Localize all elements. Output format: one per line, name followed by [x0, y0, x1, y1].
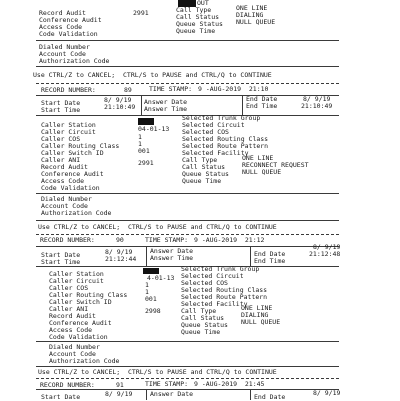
record-number: 91 [116, 381, 124, 389]
answer-time-label: Answer Time [150, 254, 194, 262]
record-number: 90 [116, 236, 124, 244]
start-date: 8/ 9/19 [105, 390, 133, 398]
end-date-label: End Date [254, 393, 286, 401]
caller-cos-label: Caller COS [41, 135, 81, 143]
column-divider [250, 247, 251, 266]
record-border-top [36, 234, 339, 235]
record-audit-value: 2998 [145, 307, 161, 315]
divider [36, 40, 339, 41]
caller-cos-value: 1 [145, 281, 149, 289]
timestamp: 9 -AUG-2019 21:45 [194, 380, 265, 388]
authorization-code-label: Authorization Code [41, 209, 112, 217]
conference-audit-label: Conference Audit [39, 16, 102, 24]
queue-status-value: NULL QUEUE [236, 18, 276, 26]
queue-time-label: Queue Time [182, 177, 222, 185]
dialed-number-label: Dialed Number [39, 43, 90, 51]
caller-ani-label: Caller ANI [41, 156, 81, 164]
selected-trunk-group-label: Selected Trunk Group [182, 114, 261, 122]
call-type-value: ONE LINE [236, 4, 268, 12]
caller-routing-class-value: 1 [138, 140, 142, 148]
selected-facility-label: Selected Facility [181, 300, 248, 308]
access-code-label: Access Code [39, 23, 83, 31]
caller-switch-id-value: 001 [138, 147, 150, 155]
queue-status-label: Queue Status [176, 20, 223, 28]
timestamp-label: TIME STAMP: [149, 85, 193, 93]
start-date: 8/ 9/19 [105, 248, 133, 256]
call-type-label: Call Type [182, 156, 218, 164]
start-time-label: Start Time [41, 106, 81, 114]
start-date-label: Start Date [41, 99, 81, 107]
selected-cos-label: Selected COS [182, 128, 229, 136]
record-audit-label: Record Audit [49, 312, 96, 320]
answer-date-label: Answer Date [150, 390, 194, 398]
code-validation-label: Code Validation [41, 184, 100, 192]
call-status-label: Call Status [176, 13, 220, 21]
timestamp: 9 -AUG-2019 21:12 [194, 236, 265, 244]
end-date: 8/ 9/19 [303, 95, 331, 103]
divider [36, 366, 339, 367]
authorization-code-label: Authorization Code [39, 57, 110, 65]
answer-date-label: Answer Date [144, 98, 188, 106]
record-number-label: RECORD NUMBER: [41, 86, 96, 94]
end-date-label: End Date [246, 95, 278, 103]
caller-switch-id-label: Caller Switch ID [49, 298, 112, 306]
dialed-number-label: Dialed Number [49, 343, 100, 351]
end-date: 8/ 9/19 [313, 243, 341, 251]
call-status-label: Call Status [181, 314, 225, 322]
code-validation-label: Code Validation [39, 30, 98, 38]
record-number-label: RECORD NUMBER: [40, 381, 95, 389]
end-date-label: End Date [254, 250, 286, 258]
caller-circuit-value: 04-01-13 [138, 125, 170, 133]
cancel-instructions: Use CTRL/Z to CANCEL; CTRL/S to PAUSE and CTRL/Q to CONTINUE [38, 368, 277, 376]
queue-status-label: Queue Status [181, 321, 228, 329]
column-divider [250, 390, 251, 400]
selected-cos-label: Selected COS [181, 279, 228, 287]
divider [36, 341, 339, 342]
selected-facility-label: Selected Facility [182, 149, 249, 157]
caller-switch-id-value: 001 [145, 295, 157, 303]
conference-audit-label: Conference Audit [41, 170, 104, 178]
access-code-label: Access Code [49, 326, 93, 334]
account-code-label: Account Code [41, 202, 88, 210]
end-time-label: End Time [246, 102, 278, 110]
caller-cos-label: Caller COS [49, 284, 89, 292]
record-number-label: RECORD NUMBER: [40, 236, 95, 244]
timestamp-label: TIME STAMP: [145, 236, 189, 244]
start-date-label: Start Date [41, 251, 81, 259]
end-time: 21:12:48 [309, 250, 341, 258]
answer-time-label: Answer Time [144, 105, 188, 113]
call-type-label: Call Type [181, 307, 217, 315]
caller-station-label: Caller Station [49, 270, 104, 278]
access-code-label: Access Code [41, 177, 85, 185]
caller-circuit-label: Caller Circuit [41, 128, 96, 136]
record-audit-value: 2991 [133, 9, 149, 17]
selected-routing-class-label: Selected Routing Class [181, 286, 268, 294]
start-date: 8/ 9/19 [104, 96, 132, 104]
selected-circuit-label: Selected Circuit [181, 272, 244, 280]
conference-audit-label: Conference Audit [49, 319, 112, 327]
selected-circuit-label: Selected Circuit [182, 121, 245, 129]
divider [36, 66, 339, 67]
start-time: 21:12:44 [105, 255, 137, 263]
call-status-value: RECONNECT REQUEST [242, 161, 309, 169]
redaction-bar [138, 118, 154, 125]
call-status-value: DIALING [236, 11, 264, 19]
start-time-label: Start Time [41, 258, 81, 266]
queue-status-label: Queue Status [182, 170, 229, 178]
start-time: 21:10:49 [104, 103, 136, 111]
record-audit-label: Record Audit [39, 9, 86, 17]
column-divider [242, 96, 243, 115]
caller-routing-class-label: Caller Routing Class [49, 291, 128, 299]
caller-circuit-value: 4-01-13 [147, 274, 175, 282]
queue-status-value: NULL QUEUE [241, 318, 281, 326]
selected-trunk-group-label: Selected Trunk Group [181, 265, 260, 273]
cancel-instructions: Use CTRL/Z to CANCEL; CTRL/S to PAUSE and CTRL/Q to CONTINUE [38, 223, 277, 231]
record-border-top [36, 378, 339, 379]
timestamp-label: TIME STAMP: [145, 380, 189, 388]
dialed-number-label: Dialed Number [41, 195, 92, 203]
caller-circuit-label: Caller Circuit [49, 277, 104, 285]
caller-routing-class-value: 1 [145, 288, 149, 296]
column-divider [146, 247, 147, 266]
account-code-label: Account Code [39, 50, 86, 58]
divider [36, 95, 339, 96]
record-audit-label: Record Audit [41, 163, 88, 171]
record-audit-value: 2991 [138, 159, 154, 167]
record-border-top [36, 83, 339, 84]
call-status-value: DIALING [241, 311, 269, 319]
authorization-code-label: Authorization Code [49, 357, 120, 365]
queue-time-label: Queue Time [181, 328, 221, 336]
record-number: 89 [124, 86, 132, 94]
call-type-value: ONE LINE [241, 304, 273, 312]
column-divider [146, 390, 147, 400]
divider [36, 193, 339, 194]
queue-time-label: Queue Time [176, 27, 216, 35]
caller-switch-id-label: Caller Switch ID [41, 149, 104, 157]
timestamp: 9 -AUG-2019 21:10 [198, 85, 269, 93]
end-time-label: End Time [254, 257, 286, 265]
start-date-label: Start Date [41, 393, 81, 401]
selected-routing-class-label: Selected Routing Class [182, 135, 269, 143]
selected-route-pattern-label: Selected Route Pattern [182, 142, 269, 150]
answer-date-label: Answer Date [150, 247, 194, 255]
out-label: OUT [197, 0, 209, 7]
divider [36, 220, 339, 221]
caller-cos-value: 1 [138, 133, 142, 141]
end-time: 21:10:49 [301, 102, 333, 110]
caller-station-label: Caller Station [41, 121, 96, 129]
caller-routing-class-label: Caller Routing Class [41, 142, 120, 150]
queue-status-value: NULL QUEUE [242, 168, 282, 176]
account-code-label: Account Code [49, 350, 96, 358]
caller-ani-label: Caller ANI [49, 305, 89, 313]
call-type-label: Call Type [176, 6, 212, 14]
call-type-value: ONE LINE [242, 154, 274, 162]
end-date: 8/ 9/19 [313, 389, 341, 397]
column-divider [141, 96, 142, 115]
cancel-instructions: Use CTRL/Z to CANCEL; CTRL/S to PAUSE and CTRL/Q to CONTINUE [33, 71, 272, 79]
call-status-label: Call Status [182, 163, 226, 171]
code-validation-label: Code Validation [49, 333, 108, 341]
selected-route-pattern-label: Selected Route Pattern [181, 293, 268, 301]
